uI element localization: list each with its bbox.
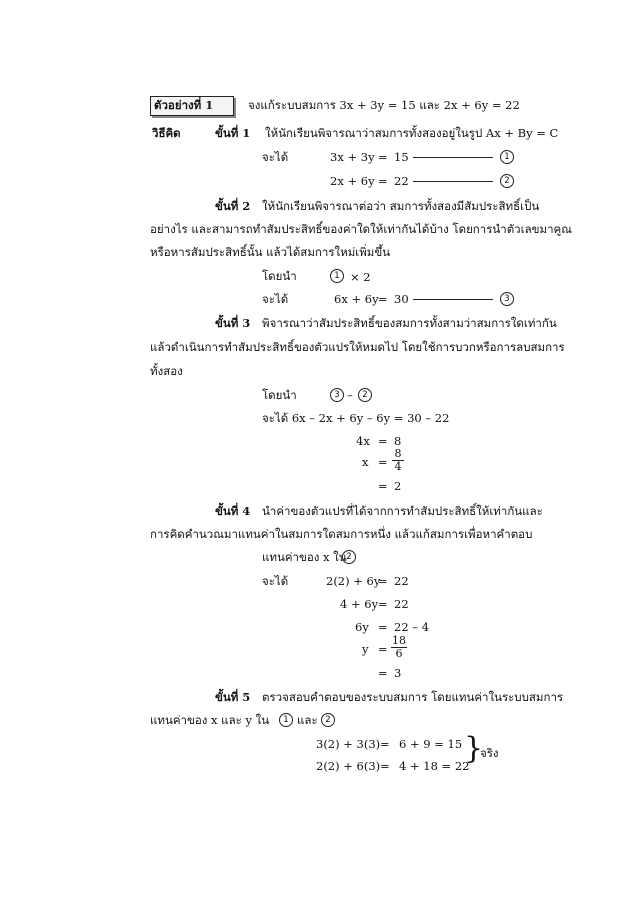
check2-lhs: 2(2) + 6(3)	[316, 759, 381, 773]
step2-circle-marker: 1	[330, 269, 344, 283]
eq1-equals: =	[378, 150, 388, 164]
step3-fraction-denominator: 4	[394, 460, 402, 473]
step5-circle-marker-b: 2	[321, 713, 335, 727]
step4-substitute: แทนค่าของ x ใน	[262, 550, 347, 564]
eq1-circle-marker: 1	[500, 150, 514, 164]
step5-and: และ	[297, 713, 318, 727]
step3-fraction	[392, 448, 404, 473]
step3-row3-equals: =	[378, 479, 388, 493]
step1-will-get: จะได้	[262, 150, 289, 164]
step5-label: ขั้นที่ 5	[215, 690, 251, 704]
step5-line2: แทนค่าของ x และ y ใน	[150, 713, 270, 727]
step4-row1-equals: =	[378, 574, 388, 588]
step4-row1-rhs: 22	[394, 574, 409, 588]
step5-line1: ตรวจสอบคำตอบของระบบสมการ โดยแทนค่าในระบบสมการ	[262, 690, 564, 704]
step3-row3-rhs: 2	[394, 479, 402, 493]
check-brace: }	[464, 731, 484, 766]
step1-text: ให้นักเรียนพิจารณาว่าสมการทั้งสองอยู่ในรูป Ax + By = C	[265, 126, 559, 140]
step4-will-get: จะได้	[262, 574, 289, 588]
step2-will-get: จะได้	[262, 292, 289, 306]
step3-will-get-expression: จะได้ 6x – 2x + 6y – 6y = 30 – 22	[262, 411, 450, 425]
example-problem: จงแก้ระบบสมการ 3x + 3y = 15 และ 2x + 6y = 22	[248, 98, 520, 112]
check1-rhs: 6 + 9 = 15	[399, 737, 463, 751]
step3-row1-lhs: 4x	[356, 434, 370, 448]
step4-row5-rhs: 3	[394, 666, 402, 680]
eq1-lhs: 3x + 3y	[330, 150, 375, 164]
step2-line1: ให้นักเรียนพิจารณาต่อว่า สมการทั้งสองมีสัมประสิทธิ์เป็น	[262, 199, 540, 213]
eq3-circle-marker: 3	[500, 292, 514, 306]
step2-operation: × 2	[350, 270, 371, 284]
eq2-circle-marker: 2	[500, 174, 514, 188]
step3-row1-equals: =	[378, 434, 388, 448]
eq3-equals: =	[378, 292, 388, 306]
step4-row2-rhs: 22	[394, 597, 409, 611]
step4-line1: นำค่าของตัวแปรที่ได้จากการทำสัมประสิทธิ์ให้เท่ากันและ	[262, 504, 543, 518]
step4-row2-lhs: 4 + 6y	[340, 597, 379, 611]
eq2-equals: =	[378, 174, 388, 188]
check1-lhs: 3(2) + 3(3)	[316, 737, 381, 751]
step4-row1-lhs: 2(2) + 6y	[326, 574, 381, 588]
step3-operation: –	[347, 388, 353, 402]
step4-row2-equals: =	[378, 597, 388, 611]
step2-by: โดยนำ	[262, 269, 297, 283]
step2-line3: หรือหารสัมประสิทธิ์นั้น แล้วได้สมการใหม่เพิ่มขึ้น	[150, 245, 391, 259]
step3-label: ขั้นที่ 3	[215, 316, 251, 330]
step4-circle-marker: 2	[342, 550, 356, 564]
check1-equals: =	[380, 737, 390, 751]
eq3-rhs: 30	[394, 292, 409, 306]
step3-line2: แล้วดำเนินการทำสัมประสิทธิ์ของตัวแปรให้หมดไป โดยใช้การบวกหรือการลบสมการ	[150, 340, 565, 354]
step4-row3-lhs: 6y	[355, 620, 369, 634]
eq3-leader-line	[413, 299, 493, 300]
step3-row1-rhs: 8	[394, 434, 402, 448]
check2-rhs: 4 + 18 = 22	[399, 759, 470, 773]
step3-line3: ทั้งสอง	[150, 364, 183, 378]
step4-fraction	[391, 635, 407, 660]
step3-row2-equals: =	[378, 455, 388, 469]
step5-circle-marker-a: 1	[279, 713, 293, 727]
eq3-lhs: 6x + 6y	[334, 292, 379, 306]
step4-fraction-denominator: 6	[395, 647, 403, 660]
step4-label: ขั้นที่ 4	[215, 504, 251, 518]
step3-circle-marker-a: 3	[330, 388, 344, 402]
eq2-rhs: 22	[394, 174, 409, 188]
step2-label: ขั้นที่ 2	[215, 199, 251, 213]
step4-row3-rhs: 22 – 4	[394, 620, 430, 634]
eq1-leader-line	[413, 157, 493, 158]
step4-row5-equals: =	[378, 666, 388, 680]
check2-equals: =	[380, 759, 390, 773]
eq1-rhs: 15	[394, 150, 409, 164]
step4-row4-lhs: y	[362, 642, 369, 656]
step3-fraction-numerator: 8	[392, 448, 404, 461]
step3-by: โดยนำ	[262, 388, 297, 402]
eq2-lhs: 2x + 6y	[330, 174, 375, 188]
step1-label: ขั้นที่ 1	[215, 126, 251, 140]
step4-line2: การคิดคำนวณมาแทนค่าในสมการใดสมการหนึ่ง แล้วแก้สมการเพื่อหาคำตอบ	[150, 527, 533, 541]
step3-row2-lhs: x	[362, 455, 369, 469]
step2-line2: อย่างไร และสามารถทำสัมประสิทธิ์ของค่าใดให้เท่ากันได้บ้าง โดยการนำตัวเลขมาคูณ	[150, 222, 572, 236]
step3-line1: พิจารณาว่าสัมประสิทธิ์ของสมการทั้งสามว่าสมการใดเท่ากัน	[262, 316, 557, 330]
eq2-leader-line	[413, 181, 493, 182]
step4-fraction-numerator: 18	[392, 634, 406, 647]
step4-row4-equals: =	[378, 642, 388, 656]
step4-row3-equals: =	[378, 620, 388, 634]
check-true-label: จริง	[480, 746, 499, 760]
step3-circle-marker-b: 2	[358, 388, 372, 402]
example-label: ตัวอย่างที่ 1	[154, 98, 214, 112]
method-label: วิธีคิด	[152, 126, 181, 140]
